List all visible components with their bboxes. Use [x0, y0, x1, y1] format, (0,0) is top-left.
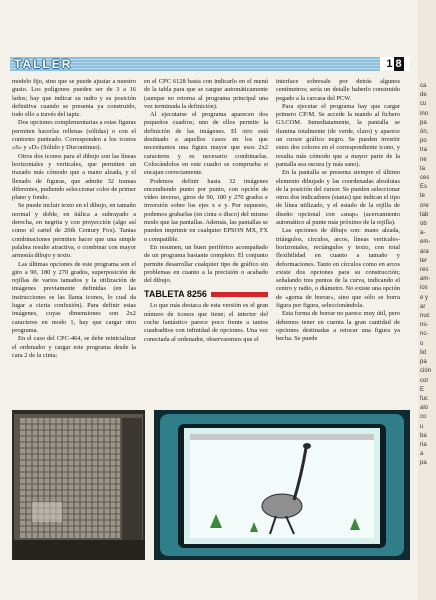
adjacent-page-fragment: ne	[420, 156, 427, 163]
paragraph: En el caso del CPC-464, se debe reinicializar el ordenador y cargar este programa desde la cara 2 de la cinta;	[12, 335, 136, 359]
paragraph: Para ejecutar el programa hay que cargar primero CP/M. Se accede la mando al fichero G3.COM. Inmediatamente, la pantalla se ilumina totalmente (de verde, claro) y aparece un cursor gráfico negro. Se pueden invertir estos dos colores en el correspondiente icono, y resulta más cómodo que a mayor parte de la pantalla sea oscura (y más sano).	[276, 102, 400, 168]
section-title: TALLER	[14, 57, 73, 71]
adjacent-page-fragment: lid	[420, 349, 427, 356]
adjacent-page-fragment: alo	[420, 405, 429, 412]
adjacent-page-fragment: de	[420, 92, 427, 99]
adjacent-page-fragment: ar	[420, 303, 426, 310]
paragraph: en el CPC 6128 basta con indicarlo en el menú de la tabla para que se cargue automáticamente (aunque no retorna al programa principal una vez terminada la definición).	[144, 78, 268, 110]
paragraph: modelo fijo, sino que se puede ajustar a nuestro gusto. Los polígonos pueden ser de 3 a 16 lados; hay que indicar su radio y su posición definitiva cuando se presenta ya construido, todo ello a través del tapiz.	[12, 78, 136, 119]
tablet-photo	[12, 410, 145, 560]
paragraph: Al ejecutarse el programa aparecen dos pequeños cuadros; uno de ellos permite la definición de las imágenes. El otro está destinado a aquellos casos en los que necesitamos una figura mayor que esos 2x2 caracteres y es necesario combinarlas. Colocándolos en este cuadro se comprueba si encajan correctamente.	[144, 111, 268, 177]
paragraph: interface sobresale por detrás algunos centímetros; sería un detalle haberlo construido pegado a la carcasa del PCW.	[276, 78, 400, 102]
adjacent-page-fragment: ria	[420, 441, 427, 448]
column-2	[144, 78, 268, 344]
paragraph: Las opciones de dibujo son: mano alzada, triángulos, círculos, arcos, líneas verticales-horizontales, rectángulos y texto, con total flexibilidad en cuanto a tamaño y deformaciones. Tanto en círculos como en arcos existe dos opciones para su construcción; señalando tres puntos de la curva, indicando el centro y radio, o diámetro. No existe una opción de «goma de borrar», sino que sólo se borra figura por figura, seleccionándola.	[276, 227, 400, 310]
subhead	[144, 289, 268, 299]
paragraph: Podemos definir hasta 32 imágenes encendiendo punto por punto, con opción de vídeo inverso, giros de 90, 180 y 270 grados e inversión sobre los ejes x e y. Por supuesto, podemos grabarlas (en cinta o disco) del mismo modo que las pantallas. Además, las pantallas se pueden imprimir en cualquier EPSON MX, FX o compatible.	[144, 177, 268, 243]
subhead-red-bar	[211, 292, 268, 297]
adjacent-page-fragment: ter	[420, 257, 428, 264]
adjacent-page-fragment: pa	[420, 460, 427, 467]
adjacent-page-fragment: po	[420, 138, 427, 145]
paragraph: Esta forma de borrar no parece muy útil, pero debemos tener en cuenta la gran cantidad de opciones destinadas a retocar una figura ya hecha. Se puede	[276, 310, 400, 343]
adjacent-page-fragment: fuc	[420, 395, 429, 402]
adjacent-page-fragment: ara	[420, 248, 429, 255]
adjacent-page-fragment: ore	[420, 202, 429, 209]
page-number	[380, 57, 410, 71]
monitor-photo	[154, 410, 410, 560]
paragraph: Las últimas opciones de este programa son el giro a 90, 180 y 270 grados, superposición de rejillas de varios tamaños y la utilización de imágenes previamente definidas (en las instrucciones se las llama iconos, lo cual da lugar a cierta confusión). Para definir estas imágenes, cuyas dimensiones son 2x2 caracteres en modo 1, hay que cargar otro programa.	[12, 260, 136, 334]
adjacent-page-fragment: u	[420, 423, 424, 430]
adjacent-page-fragment: ca	[420, 83, 427, 89]
paragraph: Dos opciones complementarias a estas figuras permiten hacerlas rellenas (sólidas) o con el contorno punteado. Corresponden a los iconos «S» y «D» (Sólido y Discontinuo).	[12, 119, 136, 152]
paragraph: En resumen, un buen periférico acompañado de un programa bastante completo. El conjunto permite desarrollar cualquier tipo de gráfico sin problemas en cuanto a la precisión o acabado del dibujo.	[144, 243, 268, 285]
column-1	[12, 78, 136, 360]
adjacent-page-fragment: nuc	[420, 313, 430, 320]
paragraph: En la pantalla se presenta siempre el último elemento dibujado y las coordenadas absolutas de la posición del cursor. Se pueden seleccionar otros dos indicadores (status) que indican el tipo de línea utilizado, y el estado de la rejilla de diseño opcional con «snap» (acercamiento automático al punte más próximo de la rejilla).	[276, 169, 400, 227]
adjacent-page-fragment: res	[420, 267, 429, 274]
top-margin	[0, 0, 418, 56]
subhead-title: TABLETA 8256	[144, 289, 207, 300]
adjacent-page-fragment: em-	[420, 239, 431, 246]
adjacent-page-fragment: ón,	[420, 129, 429, 136]
adjacent-page-fragment: tab	[420, 211, 429, 218]
paragraph: Otros dos iconos para el dibujo son las líneas horizontales y verticales, que permiten un trazado más cómodo que a mano alzada, y el llenado de figuras, que admite 32 tramas diferentes, pudiendo seleccionar color de primer plano y fondo.	[12, 152, 136, 202]
adjacent-page-fragment: pa	[420, 119, 427, 126]
adjacent-page-fragment: pa	[420, 359, 427, 366]
adjacent-page-fragment: ob	[420, 221, 427, 228]
page-number-digit-1: 1	[386, 58, 393, 70]
adjacent-page-fragment: ta	[420, 165, 426, 172]
page-number-digit-2: 8	[395, 58, 402, 70]
adjacent-page-edge	[418, 0, 436, 600]
adjacent-page-fragment: co	[420, 414, 427, 421]
adjacent-page-fragment: ios	[420, 285, 428, 292]
adjacent-page-fragment: am-	[420, 276, 431, 283]
adjacent-page-fragment: o	[420, 340, 424, 347]
adjacent-page-fragment: nc-	[420, 331, 429, 338]
adjacent-page-fragment: cu	[420, 101, 427, 108]
adjacent-page-fragment: ns-	[420, 322, 429, 329]
adjacent-page-fragment: cor	[420, 377, 429, 384]
adjacent-page-fragment: Es	[420, 184, 428, 191]
paragraph: Se puede incluir texto en el dibujo, en tamaño normal y doble, en itálica a subrayado a derecha, en negrita y con proyección (algo así como el cartel de 20th Century Fox). Tantas combinaciones permiten hacer que una simple palabra resulte atractiva, o combinar con mayor armonía dibujo y texto.	[12, 202, 136, 260]
tablet-illustration	[12, 410, 145, 560]
adjacent-page-fragment: ba	[420, 432, 427, 439]
section-header	[10, 57, 410, 71]
adjacent-page-fragment: ces	[420, 175, 430, 182]
adjacent-page-fragment: E	[420, 386, 425, 393]
adjacent-page-fragment: a-	[420, 230, 426, 237]
adjacent-page-fragment: e y	[420, 294, 429, 301]
column-3	[276, 78, 400, 344]
adjacent-page-fragment: ción	[420, 368, 432, 375]
ostrich-screen-illustration	[154, 410, 410, 560]
paragraph: Lo que más destaca de esta versión es el gran número de iconos que tiene; el interior del coche fantástico parece poco frente a tantos cuadraditos con infinidad de opciones. Una vez conectada al ordenador, observaremos que el	[144, 302, 268, 343]
adjacent-page-fragment: te	[420, 193, 426, 200]
adjacent-page-fragment: a	[420, 451, 424, 458]
adjacent-page-fragment: tra	[420, 147, 428, 154]
adjacent-page-fragment: ino	[420, 110, 429, 117]
